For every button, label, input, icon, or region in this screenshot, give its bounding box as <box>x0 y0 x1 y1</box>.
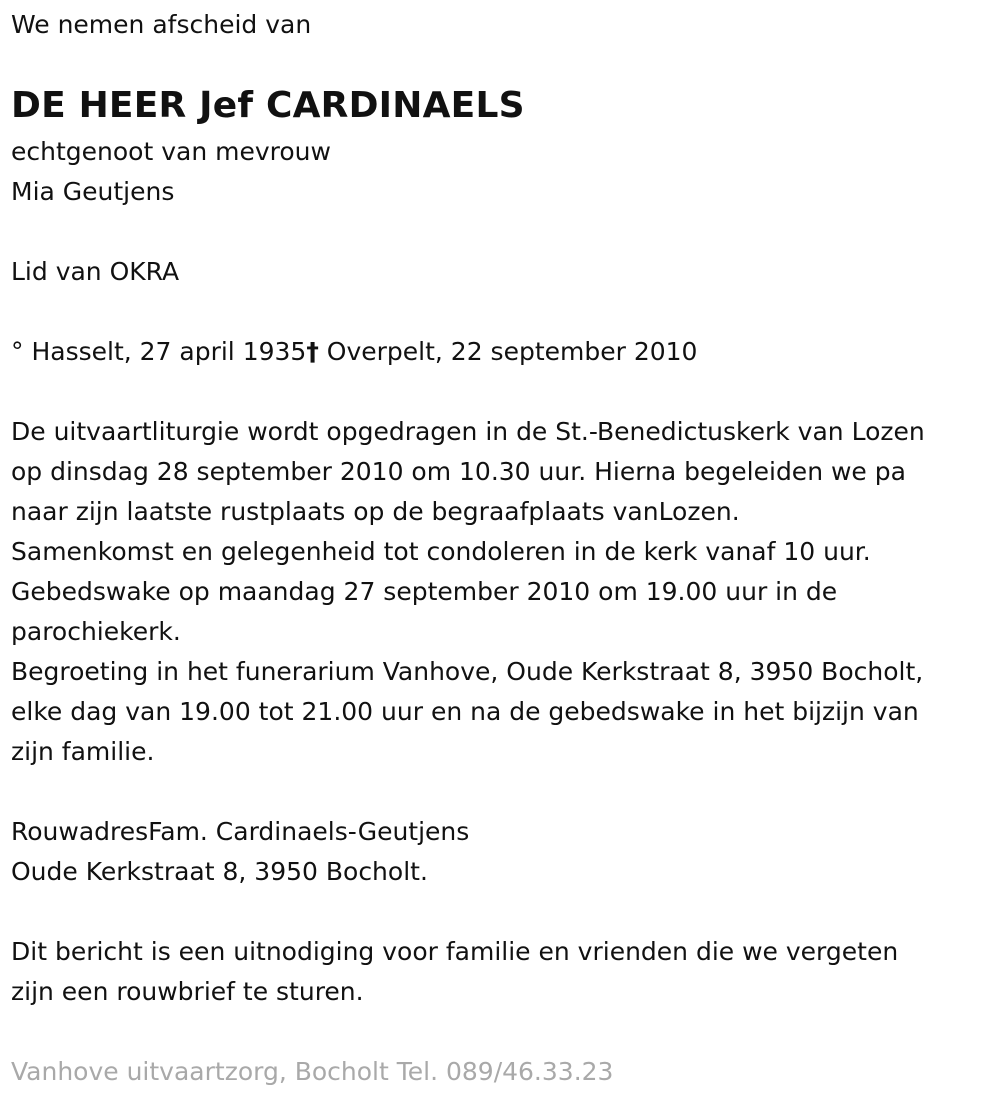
obituary-notice <box>11 0 996 1092</box>
death-text: Overpelt, 22 september 2010 <box>318 337 698 366</box>
invitation-line: Dit bericht is een uitnodiging voor familie en vrienden die we vergeten <box>11 937 899 966</box>
funeral-line: elke dag van 19.00 tot 21.00 uur en na de gebedswake in het bijzijn van <box>11 697 919 726</box>
funeral-line: naar zijn laatste rustplaats op de begraafplaats vanLozen. <box>11 497 740 526</box>
membership-text: Lid van OKRA <box>11 257 180 286</box>
address-line: RouwadresFam. Cardinaels-Geutjens <box>11 817 470 846</box>
spouse-line-2: Mia Geutjens <box>11 177 175 206</box>
funeral-line: De uitvaartliturgie wordt opgedragen in de St.-Benedictuskerk van Lozen <box>11 417 925 446</box>
funeral-line: parochiekerk. <box>11 617 181 646</box>
birth-text: ° Hasselt, 27 april 1935 <box>11 337 307 366</box>
intro-text: We nemen afscheid van <box>11 10 312 39</box>
funeral-line: Begroeting in het funerarium Vanhove, Oude Kerkstraat 8, 3950 Bocholt, <box>11 657 924 686</box>
funeral-line: op dinsdag 28 september 2010 om 10.30 uur. Hierna begeleiden we pa <box>11 457 906 486</box>
address-line: Oude Kerkstraat 8, 3950 Bocholt. <box>11 857 428 886</box>
life-dates <box>11 332 996 372</box>
deceased-name: DE HEER Jef CARDINAELS <box>11 85 525 126</box>
funeral-line: zijn familie. <box>11 737 155 766</box>
funeral-line: Gebedswake op maandag 27 september 2010 om 19.00 uur in de <box>11 577 838 606</box>
cross-icon: † <box>306 337 319 366</box>
funeral-home-footer: Vanhove uitvaartzorg, Bocholt Tel. 089/46.33.23 <box>11 1057 614 1086</box>
spouse-line-1: echtgenoot van mevrouw <box>11 137 331 166</box>
funeral-line: Samenkomst en gelegenheid tot condoleren in de kerk vanaf 10 uur. <box>11 537 871 566</box>
invitation-line: zijn een rouwbrief te sturen. <box>11 977 364 1006</box>
